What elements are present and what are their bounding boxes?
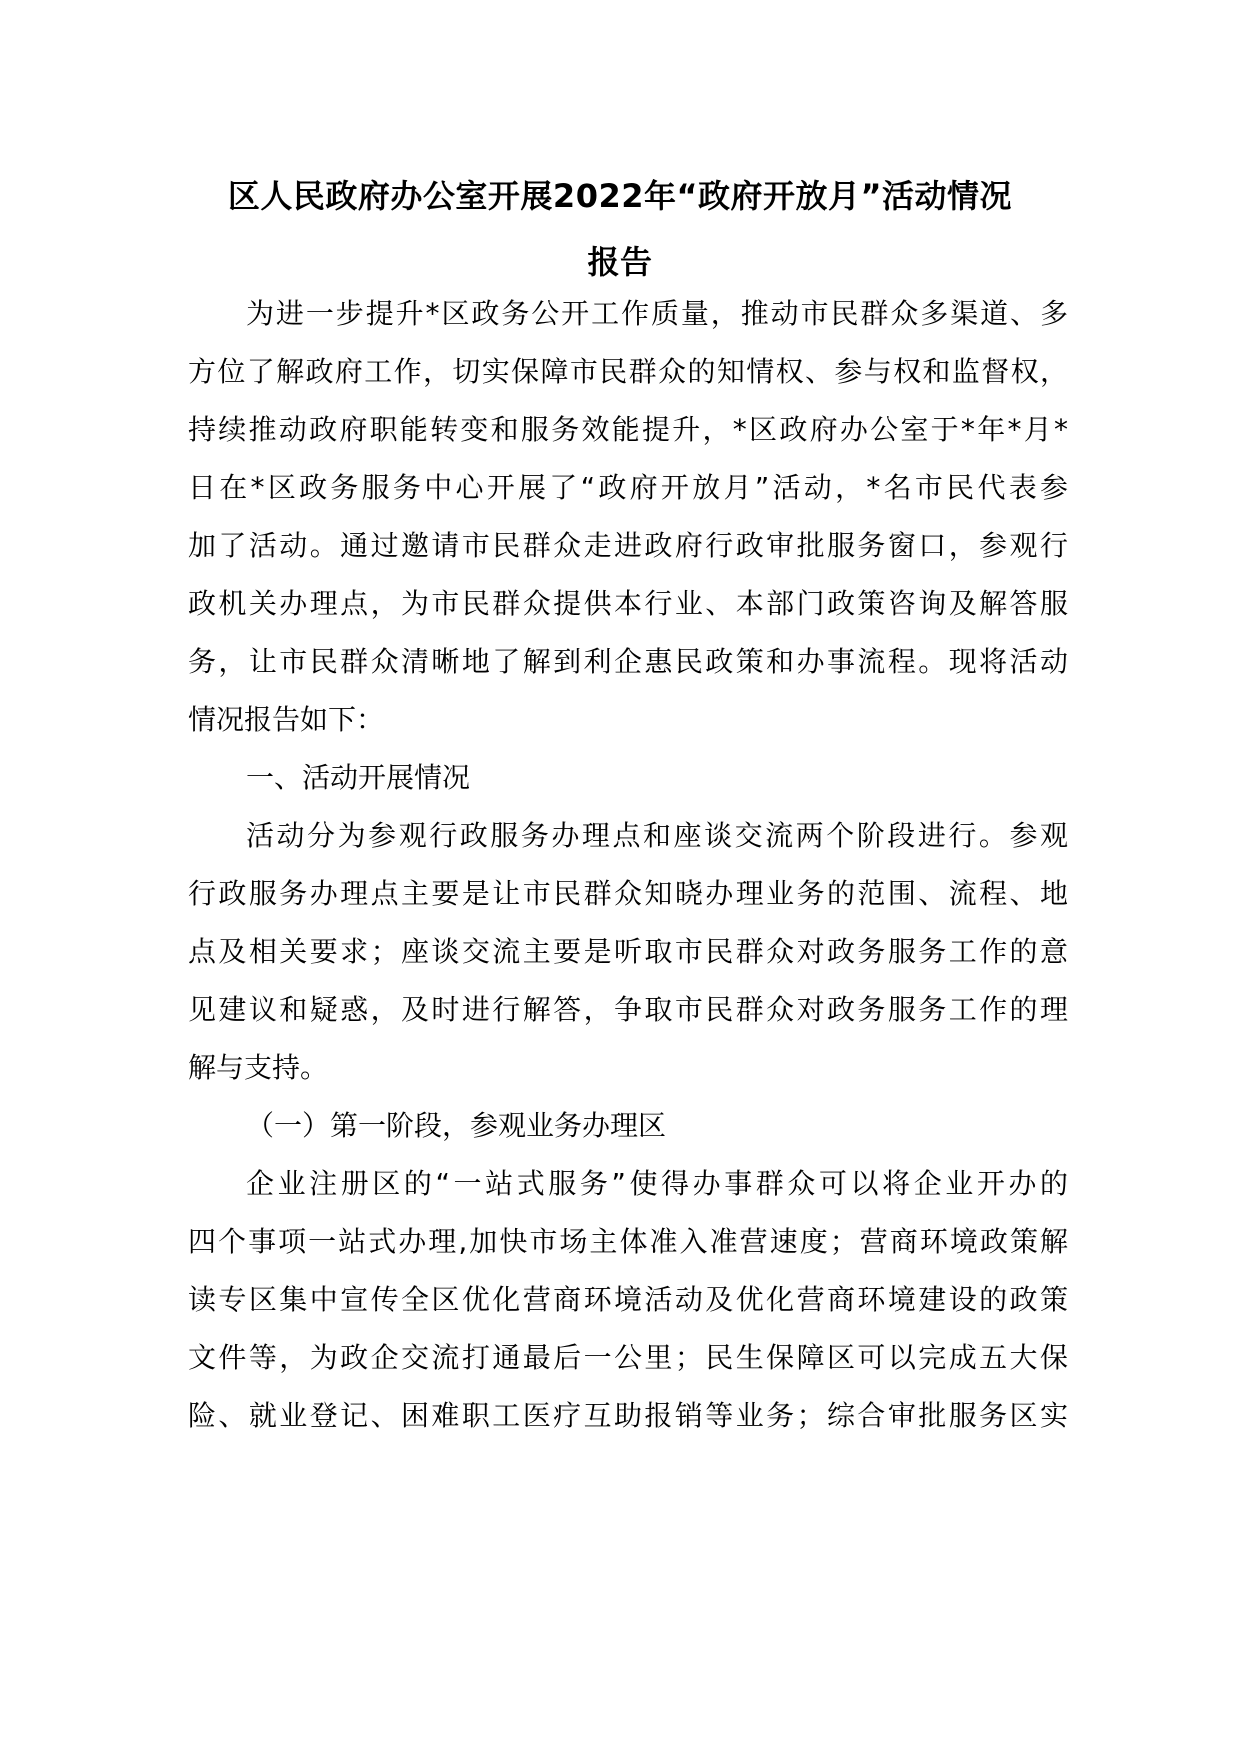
document-title-line-1: 区人民政府办公室开展2022年“政府开放月”活动情况 <box>227 177 1013 215</box>
paragraph-line: 日在*区政务服务中心开展了“政府开放月”活动，*名市民代表参 <box>188 471 1068 504</box>
paragraph-line: 持续推动政府职能转变和服务效能提升，*区政府办公室于*年*月* <box>188 413 1068 446</box>
paragraph-line: 方位了解政府工作，切实保障市民群众的知情权、参与权和监督权， <box>188 355 1068 388</box>
document-title-line-2: 报告 <box>587 243 653 281</box>
paragraph-line: 政机关办理点，为市民群众提供本行业、本部门政策咨询及解答服 <box>188 587 1068 620</box>
paragraph-line: 险、就业登记、困难职工医疗互助报销等业务；综合审批服务区实 <box>188 1399 1068 1432</box>
paragraph-line: 四个事项一站式办理,加快市场主体准入准营速度；营商环境政策解 <box>188 1225 1068 1258</box>
paragraph-line: 读专区集中宣传全区优化营商环境活动及优化营商环境建设的政策 <box>188 1283 1068 1316</box>
paragraph-line: 活动分为参观行政服务办理点和座谈交流两个阶段进行。参观 <box>246 819 1068 852</box>
paragraph-line: 文件等，为政企交流打通最后一公里；民生保障区可以完成五大保 <box>188 1341 1068 1374</box>
paragraph-line: 行政服务办理点主要是让市民群众知晓办理业务的范围、流程、地 <box>188 877 1068 910</box>
paragraph-line: 解与支持。 <box>188 1051 329 1084</box>
paragraph-line: 加了活动。通过邀请市民群众走进政府行政审批服务窗口，参观行 <box>188 529 1068 562</box>
paragraph-line: 为进一步提升*区政务公开工作质量，推动市民群众多渠道、多 <box>246 297 1068 330</box>
subsection-heading: （一）第一阶段，参观业务办理区 <box>246 1109 667 1142</box>
section-heading: 一、活动开展情况 <box>246 761 471 794</box>
paragraph-line: 情况报告如下： <box>188 703 385 736</box>
paragraph-line: 务，让市民群众清晰地了解到利企惠民政策和办事流程。现将活动 <box>188 645 1068 678</box>
paragraph-line: 点及相关要求；座谈交流主要是听取市民群众对政务服务工作的意 <box>188 935 1068 968</box>
paragraph-line: 企业注册区的“一站式服务”使得办事群众可以将企业开办的 <box>246 1167 1068 1200</box>
paragraph-line: 见建议和疑惑，及时进行解答，争取市民群众对政务服务工作的理 <box>188 993 1068 1026</box>
